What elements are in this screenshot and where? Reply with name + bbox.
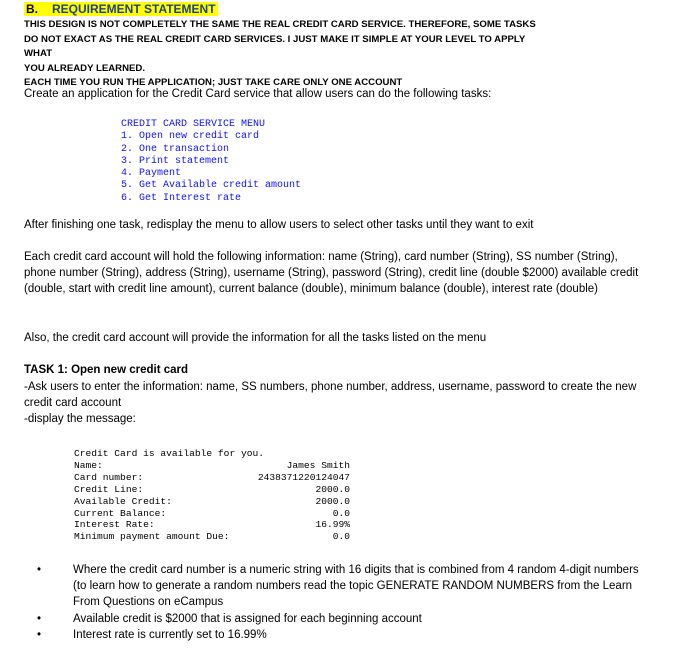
bullet-icon: • [37, 564, 42, 576]
bullet-icon: • [37, 613, 42, 625]
account-info: Each credit card account will hold the following information: name (String), card number (String), SS number (String), phone number (String), address (String), username (String), password (String), credit line (double $2000) available credit (double, start with credit line amount), current balance (double), minimum balance (double), interest rate (double) [24, 251, 639, 295]
bullet-item: • Where the credit card number is a numeric string with 16 digits that is combined from 4 random 4-digit numbers (to learn how to generate a random numbers read the topic GENERATE RANDOM NUMBERS from the Learn From Questions on eCampus [37, 564, 639, 608]
intro: Create an application for the Credit Card service that allow users can do the following tasks: [24, 88, 492, 100]
task1-title: TASK 1: Open new credit card [24, 364, 189, 376]
bullet-icon: • [37, 629, 42, 641]
notice: THIS DESIGN IS NOT COMPLETELY THE SAME THE REAL CREDIT CARD SERVICE. THEREFORE, SOME TASKS DO NOT EXACT AS THE REAL CREDIT CARD SERVICES. I JUST MAKE IT SIMPLE AT YOUR LEVEL TO APPLY WHAT YOU ALREADY LEARNED. EACH TIME YOU RUN THE APPLICATION; JUST TAKE CARE ONLY ONE ACCOUNT [24, 19, 536, 88]
after-text: After finishing one task, redisplay the menu to allow users to select other tasks until they want to exit [24, 219, 534, 231]
task1-line1: -Ask users to enter the information: name, SS numbers, phone number, address, username, password to create the new credit card account [24, 381, 637, 409]
also-text: Also, the credit card account will provide the information for all the tasks listed on the menu [24, 332, 487, 344]
sample-output: Credit Card is available for you. Name: James Smith Card number: 2438371220124047 Credit Line: 2000.0 Available Credit: 2000.0 Current Balance: 0.0 Interest Rate: 16.99% Minimum payment amount Due: 0.0 [74, 448, 350, 543]
bullet-item: • Interest rate is currently set to 16.99% [37, 629, 267, 641]
section-heading: B. REQUIREMENT STATEMENT [26, 2, 216, 16]
task1-line2: -display the message: [24, 413, 136, 425]
bullet-item: • Available credit is $2000 that is assigned for each beginning account [37, 613, 422, 625]
menu-listing: CREDIT CARD SERVICE MENU 1. Open new credit card 2. One transaction 3. Print statement 4. Payment 5. Get Available credit amount 6. Get Interest rate [121, 119, 302, 204]
